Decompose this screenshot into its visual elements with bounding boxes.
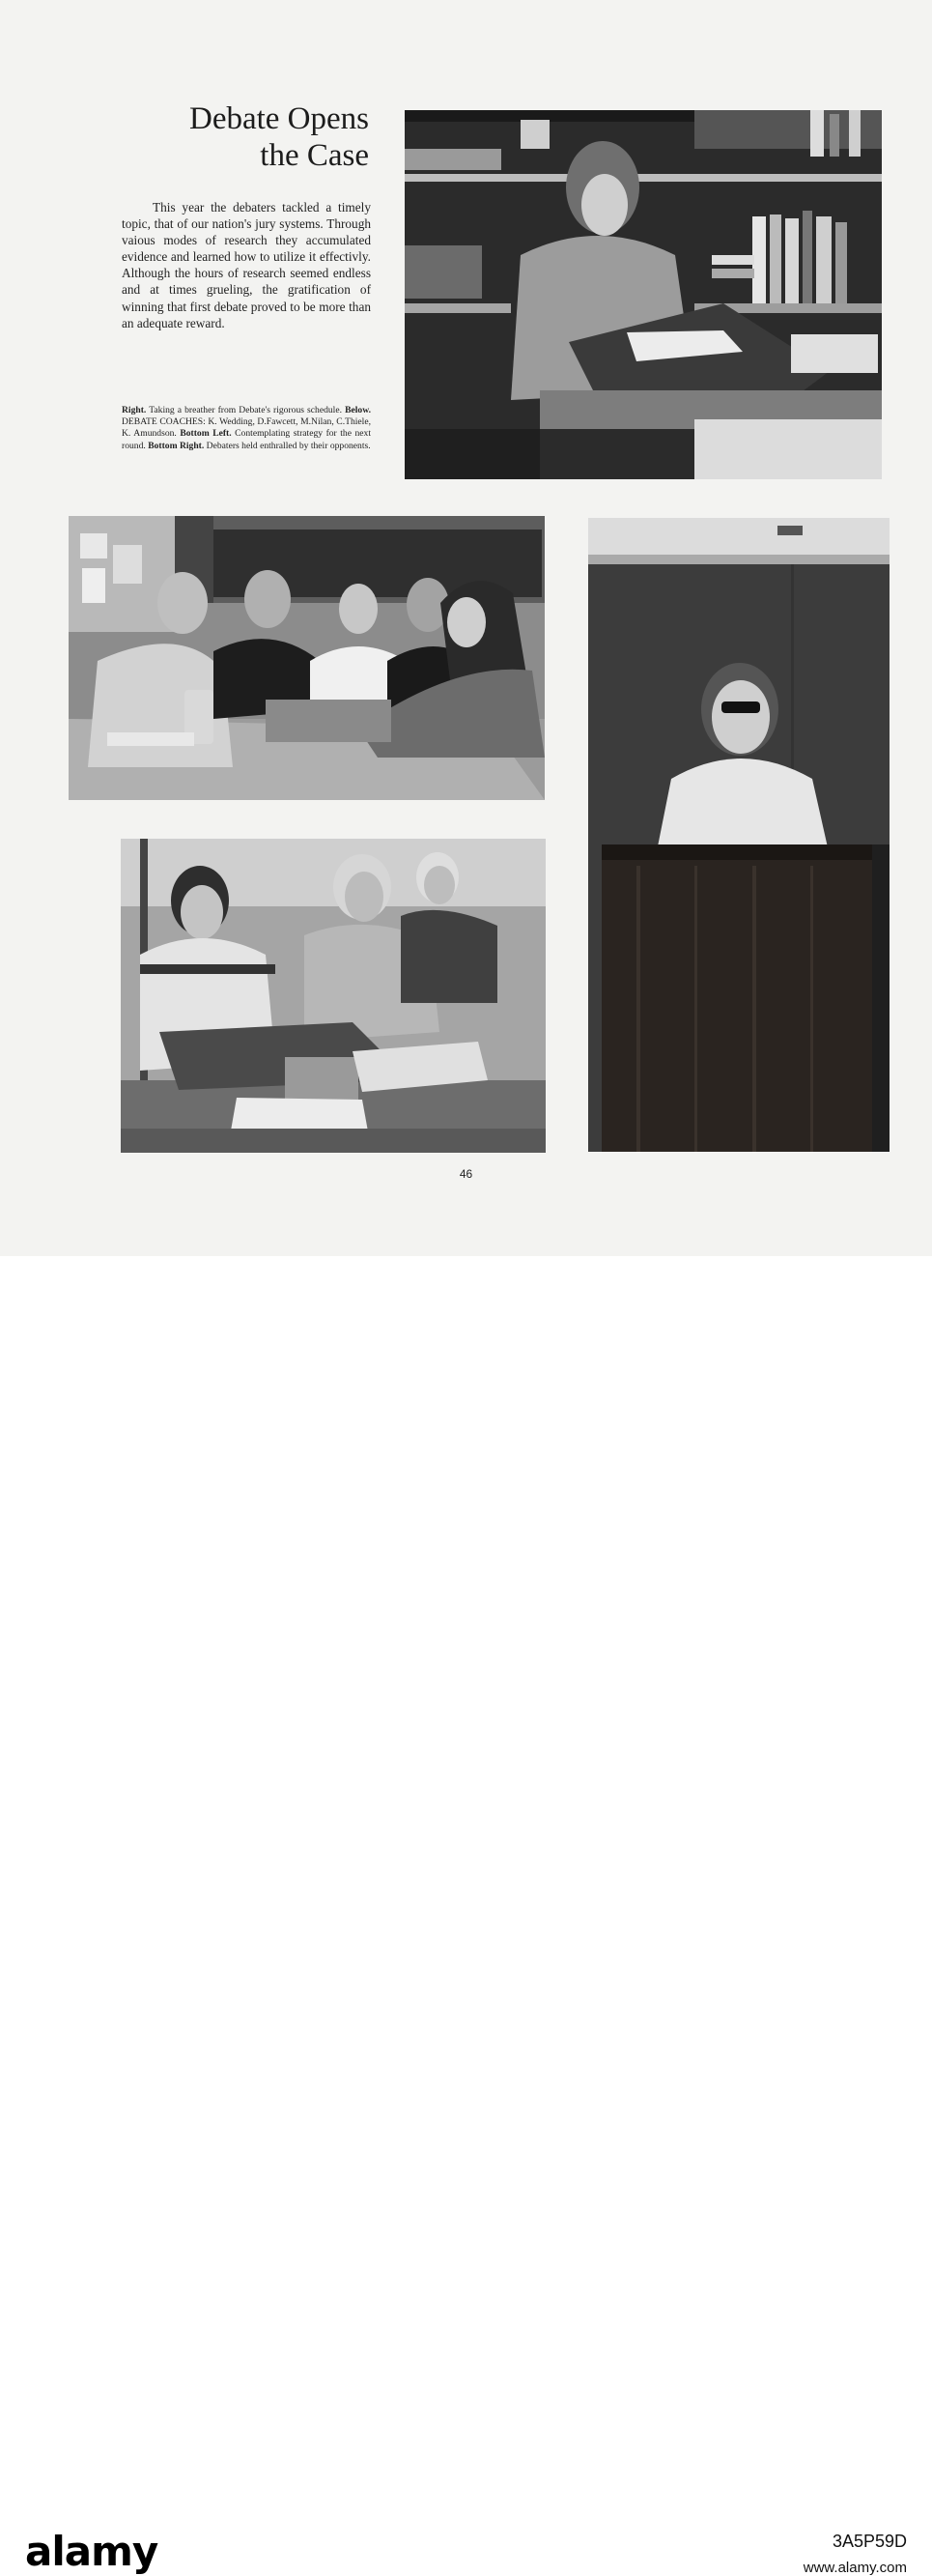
article-body: This year the debaters tackled a timely topic, that of our nation's jury systems. Through vaious modes of research they accumulated evidence and learned how to utilize it effectivly. Although the hours of research seemed endless and at times grueling, the gratification of winning that first debate proved to be more than an adequate reward. (122, 200, 371, 330)
caption-right-text: Taking a breather from Debate's rigorous schedule. (146, 405, 346, 415)
photo-student-reading (405, 110, 882, 479)
photo-students-contemplating (121, 839, 546, 1153)
photo-captions (122, 405, 371, 452)
caption-below-label: Below. (345, 405, 371, 415)
image-id: 3A5P59D (832, 2532, 907, 2551)
watermark-footer (0, 1256, 932, 2576)
photo-debate-coaches (69, 516, 545, 800)
caption-right-label: Right. (122, 405, 147, 415)
caption-bottom-right-label: Bottom Right. (148, 440, 205, 451)
caption-bottom-right-text: Debaters held enthralled by their opponents. (204, 440, 371, 451)
caption-bottom-left-text: Contemplating strategy for the next round. (122, 428, 372, 451)
yearbook-page (0, 0, 932, 1256)
alamy-logo: alamy (25, 2528, 158, 2575)
title-line-1: Debate Opens (188, 101, 369, 136)
photo-student-at-podium (588, 518, 890, 1152)
caption-bottom-left-label: Bottom Left. (180, 428, 232, 440)
page-title (116, 100, 369, 174)
caption-below-text: DEBATE COACHES: K. Wedding, D.Fawcett, M.Nilan, C.Thiele, K. Amundson. (122, 416, 371, 440)
title-line-2: the Case (260, 138, 369, 173)
page-number: 46 (459, 1167, 473, 1181)
watermark-url: www.alamy.com (803, 2560, 907, 2576)
